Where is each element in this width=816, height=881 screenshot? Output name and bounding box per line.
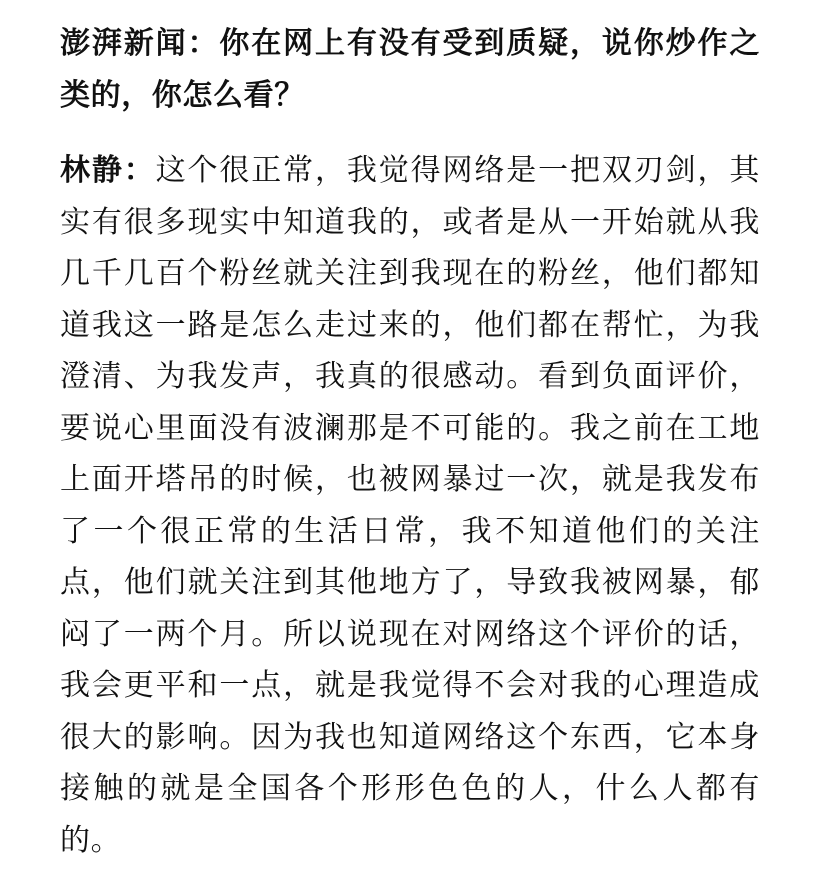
question-paragraph xyxy=(60,18,760,121)
question-speaker: 澎湃新闻： xyxy=(60,26,220,61)
answer-speaker: 林静： xyxy=(60,153,156,188)
answer-paragraph xyxy=(60,145,760,866)
answer-text: 这个很正常，我觉得网络是一把双刃剑，其实有很多现实中知道我的，或者是从一开始就从我几千几百个粉丝就关注到我现在的粉丝，他们都知道我这一路是怎么走过来的，他们都在帮忙，为我澄清、为我发声，我真的很感动。看到负面评价，要说心里面没有波澜那是不可能的。我之前在工地上面开塔吊的时候，也被网暴过一次，就是我发布了一个很正常的生活日常，我不知道他们的关注点，他们就关注到其他地方了，导致我被网暴，郁闷了一两个月。所以说现在对网络这个评价的话，我会更平和一点，就是我觉得不会对我的心理造成很大的影响。因为我也知道网络这个东西，它本身接触的就是全国各个形形色色的人，什么人都有的。 xyxy=(60,153,760,858)
question-text: 你在网上有没有受到质疑，说你炒作之类的，你怎么看？ xyxy=(60,26,761,113)
interview-article xyxy=(60,18,760,866)
